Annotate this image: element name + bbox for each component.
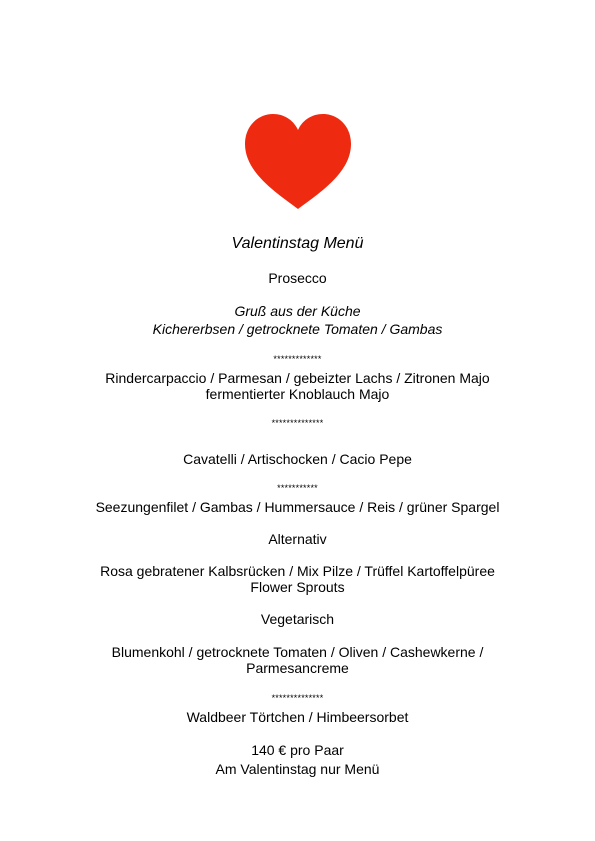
starter-line-2: fermentierter Knoblauch Majo — [205, 386, 390, 402]
menu-note: Am Valentinstag nur Menü — [215, 761, 380, 777]
meat-line-1: Rosa gebratener Kalbsrücken / Mix Pilze / Trüffel Kartoffelpüree — [100, 563, 495, 579]
price: 140 € pro Paar — [251, 742, 344, 758]
separator: ************** — [271, 418, 324, 428]
vegetarian-heading: Vegetarisch — [260, 611, 335, 627]
starter-line-1: Rindercarpaccio / Parmesan / gebeizter Lachs / Zitronen Majo — [105, 370, 490, 386]
greeting-heading: Gruß aus der Küche — [234, 303, 361, 319]
dessert-course: Waldbeer Törtchen / Himbeersorbet — [186, 709, 409, 725]
fish-course: Seezungenfilet / Gambas / Hummersauce / Reis / grüner Spargel — [95, 499, 500, 515]
separator: ************* — [273, 354, 322, 364]
meat-line-2: Flower Sprouts — [250, 579, 345, 595]
separator: ************** — [271, 693, 324, 703]
heart-icon — [245, 114, 351, 210]
aperitif: Prosecco — [268, 270, 327, 286]
vegetarian-line-2: Parmesancreme — [246, 660, 349, 676]
separator: *********** — [277, 483, 318, 493]
pasta-course: Cavatelli / Artischocken / Cacio Pepe — [183, 451, 412, 467]
vegetarian-line-1: Blumenkohl / getrocknete Tomaten / Oliven / Cashewkerne / — [111, 644, 484, 660]
alternative-heading: Alternativ — [268, 531, 327, 547]
greeting-dish: Kichererbsen / getrocknete Tomaten / Gambas — [152, 321, 443, 337]
menu-title: Valentinstag Menü — [231, 235, 364, 252]
